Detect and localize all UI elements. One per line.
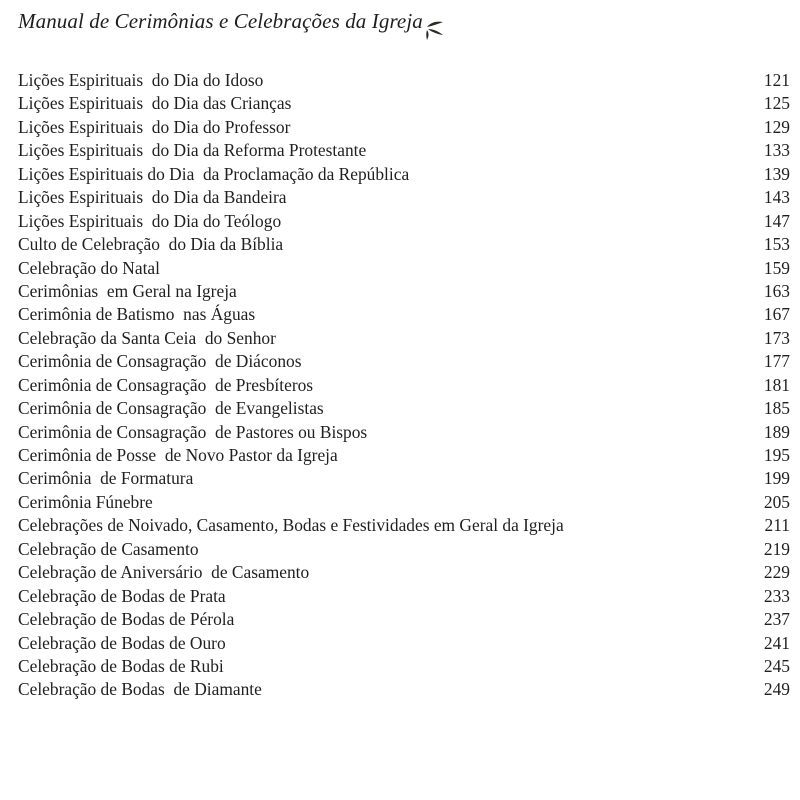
toc-entry-page-number: 249 (763, 679, 790, 700)
toc-entry-page-number: 143 (763, 187, 790, 208)
toc-entry-page-number: 185 (763, 398, 790, 419)
toc-entry (18, 303, 790, 326)
toc-entry-title: Cerimônia de Batismo nas Águas (18, 304, 256, 325)
toc-entry (18, 514, 790, 537)
toc-entry-title: Celebração de Aniversário de Casamento (18, 562, 310, 583)
toc-entry-page-number: 189 (763, 421, 790, 442)
toc-entry-title: Cerimônia de Formatura (18, 468, 194, 489)
toc-entry-title: Cerimônia de Consagração de Evangelistas (18, 398, 324, 419)
toc-entry (18, 678, 790, 701)
toc-entry-page-number: 181 (763, 374, 790, 395)
toc-entry-title: Celebração de Bodas de Prata (18, 585, 226, 606)
toc-entry-title: Celebração da Santa Ceia do Senhor (18, 327, 276, 348)
toc-entry (18, 421, 790, 444)
toc-entry (18, 491, 790, 514)
toc-entry-page-number: 177 (763, 351, 790, 372)
leaf-sprig-icon (424, 18, 446, 40)
running-header (18, 6, 446, 36)
toc-entry (18, 233, 790, 256)
toc-entry-title: Cerimônia Fúnebre (18, 491, 153, 512)
toc-entry-title: Lições Espirituais do Dia das Crianças (18, 93, 292, 114)
table-of-contents (18, 69, 790, 702)
toc-entry-title: Lições Espirituais do Dia do Idoso (18, 70, 264, 90)
toc-entry-title: Celebração de Casamento (18, 538, 199, 559)
toc-entry (18, 116, 790, 139)
toc-entry (18, 69, 790, 92)
toc-entry-page-number: 205 (763, 491, 790, 512)
toc-entry-title: Lições Espirituais do Dia da Reforma Protestante (18, 140, 367, 161)
toc-entry-title: Lições Espirituais do Dia do Professor (18, 116, 291, 137)
toc-entry (18, 374, 790, 397)
toc-entry-title: Celebração de Bodas de Diamante (18, 679, 262, 700)
toc-entry-title: Lições Espirituais do Dia do Teólogo (18, 210, 282, 231)
toc-entry (18, 632, 790, 655)
toc-entry-title: Cerimônias em Geral na Igreja (18, 280, 237, 301)
toc-entry (18, 280, 790, 303)
toc-entry-title: Cerimônia de Consagração de Presbíteros (18, 374, 314, 395)
toc-entry (18, 608, 790, 631)
toc-entry-page-number: 133 (763, 140, 790, 161)
toc-entry (18, 655, 790, 678)
toc-entry-page-number: 139 (763, 163, 790, 184)
toc-entry (18, 561, 790, 584)
toc-entry-page-number: 199 (763, 468, 790, 489)
toc-entry-page-number: 167 (763, 304, 790, 325)
toc-entry (18, 257, 790, 280)
toc-entry-page-number: 173 (763, 327, 790, 348)
toc-entry (18, 139, 790, 162)
toc-entry-title: Celebração de Bodas de Rubi (18, 655, 224, 676)
toc-entry-title: Lições Espirituais do Dia da Bandeira (18, 187, 287, 208)
toc-entry-page-number: 121 (763, 70, 790, 90)
toc-entry-page-number: 147 (763, 210, 790, 231)
toc-entry-page-number: 211 (764, 515, 790, 536)
toc-entry-page-number: 219 (763, 538, 790, 559)
toc-entry (18, 397, 790, 420)
toc-entry-page-number: 245 (763, 655, 790, 676)
toc-entry (18, 163, 790, 186)
toc-entry-page-number: 195 (763, 445, 790, 465)
toc-entry-page-number: 153 (763, 234, 790, 255)
toc-entry-page-number: 129 (763, 116, 790, 137)
toc-entry-page-number: 229 (763, 562, 790, 583)
toc-entry-title: Lições Espirituais do Dia da Proclamação da República (18, 163, 410, 184)
toc-entry-title: Cerimônia de Consagração de Diáconos (18, 351, 302, 372)
toc-entry-page-number: 125 (763, 93, 790, 114)
toc-entry-title: Culto de Celebração do Dia da Bíblia (18, 234, 284, 255)
toc-entry (18, 92, 790, 115)
toc-entry-page-number: 163 (763, 280, 790, 301)
toc-entry (18, 327, 790, 350)
toc-entry-page-number: 233 (763, 585, 790, 606)
toc-entry (18, 467, 790, 490)
toc-entry-title: Cerimônia de Posse de Novo Pastor da Igreja (18, 445, 338, 465)
toc-entry-page-number: 237 (763, 609, 790, 630)
toc-entry-title: Celebração de Bodas de Ouro (18, 632, 226, 653)
toc-entry-title: Celebração de Bodas de Pérola (18, 609, 235, 630)
toc-entry-title: Celebração do Natal (18, 257, 160, 278)
toc-entry (18, 350, 790, 373)
book-title: Manual de Cerimônias e Celebrações da Igreja (18, 9, 423, 33)
toc-entry-title: Celebrações de Noivado, Casamento, Bodas e Festividades em Geral da Igreja (18, 515, 564, 536)
toc-entry (18, 444, 790, 467)
toc-entry-title: Cerimônia de Consagração de Pastores ou Bispos (18, 421, 368, 442)
toc-entry (18, 538, 790, 561)
toc-entry (18, 585, 790, 608)
toc-entry-page-number: 241 (763, 632, 790, 653)
toc-entry (18, 210, 790, 233)
toc-entry-page-number: 159 (763, 257, 790, 278)
toc-entry (18, 186, 790, 209)
